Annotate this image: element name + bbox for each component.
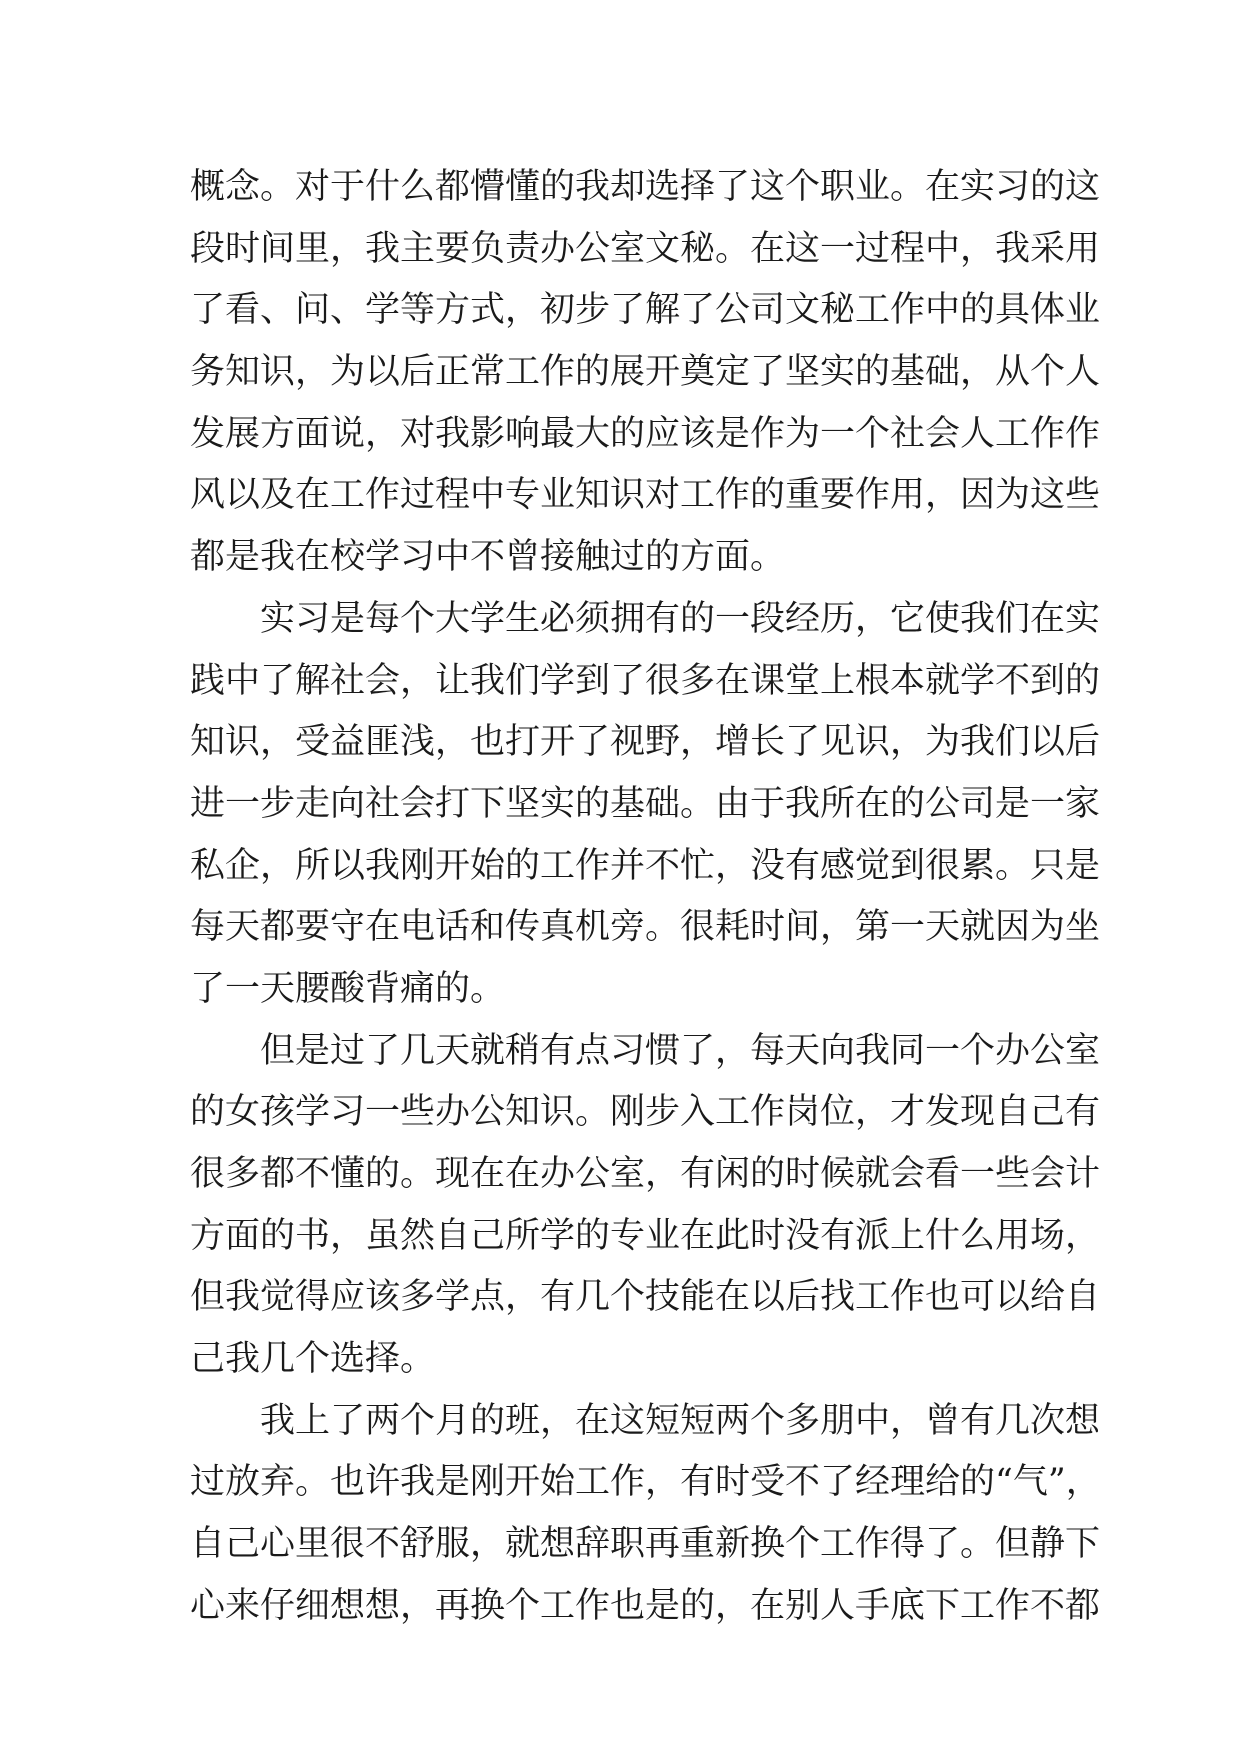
text-line: 过放弃。也许我是刚开始工作，有时受不了经理给的“气”， bbox=[190, 1462, 1101, 1503]
text-line: 己我几个选择。 bbox=[190, 1339, 436, 1380]
text-line: 私企，所以我刚开始的工作并不忙，没有感觉到很累。只是 bbox=[190, 845, 1101, 886]
text-line: 每天都要守在电话和传真机旁。很耗时间，第一天就因为坐 bbox=[190, 907, 1101, 948]
text-line: 都是我在校学习中不曾接触过的方面。 bbox=[190, 537, 786, 578]
text-line: 风以及在工作过程中专业知识对工作的重要作用，因为这些 bbox=[190, 475, 1101, 516]
text-line: 发展方面说，对我影响最大的应该是作为一个社会人工作作 bbox=[190, 413, 1101, 454]
text-line: 知识，受益匪浅，也打开了视野，增长了见识，为我们以后 bbox=[190, 722, 1101, 763]
text-line: 了看、问、学等方式，初步了解了公司文秘工作中的具体业 bbox=[190, 290, 1101, 331]
text-line: 的女孩学习一些办公知识。刚步入工作岗位，才发现自己有 bbox=[190, 1092, 1101, 1133]
text-line: 进一步走向社会打下坚实的基础。由于我所在的公司是一家 bbox=[190, 783, 1101, 824]
text-line: 心来仔细想想，再换个工作也是的，在别人手底下工作不都 bbox=[190, 1585, 1101, 1626]
body-text bbox=[190, 157, 1101, 1638]
text-line: 自己心里很不舒服，就想辞职再重新换个工作得了。但静下 bbox=[190, 1524, 1101, 1565]
paragraph-first-line: 实习是每个大学生必须拥有的一段经历，它使我们在实 bbox=[260, 598, 1101, 639]
paragraph-first-line: 但是过了几天就稍有点习惯了，每天向我同一个办公室 bbox=[260, 1030, 1101, 1071]
text-line: 了一天腰酸背痛的。 bbox=[190, 968, 506, 1009]
text-line: 方面的书，虽然自己所学的专业在此时没有派上什么用场， bbox=[190, 1215, 1101, 1256]
text-line: 概念。对于什么都懵懂的我却选择了这个职业。在实习的这 bbox=[190, 167, 1101, 207]
text-line: 但我觉得应该多学点，有几个技能在以后找工作也可以给自 bbox=[190, 1277, 1101, 1318]
text-line: 很多都不懂的。现在在办公室，有闲的时候就会看一些会计 bbox=[190, 1154, 1101, 1194]
text-line: 段时间里，我主要负责办公室文秘。在这一过程中，我采用 bbox=[190, 228, 1101, 269]
text-line: 务知识，为以后正常工作的展开奠定了坚实的基础，从个人 bbox=[190, 352, 1101, 393]
text-line: 践中了解社会，让我们学到了很多在课堂上根本就学不到的 bbox=[190, 660, 1101, 701]
paragraph-first-line: 我上了两个月的班，在这短短两个多朋中，曾有几次想 bbox=[260, 1400, 1101, 1441]
